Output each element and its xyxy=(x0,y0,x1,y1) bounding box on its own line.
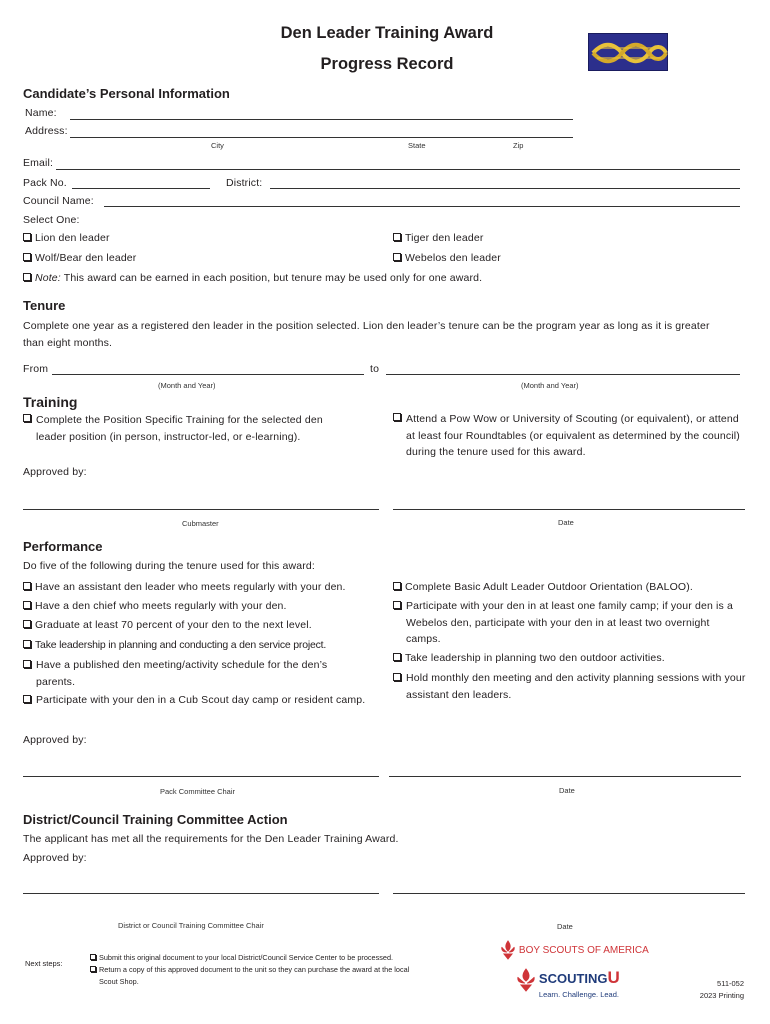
note-line xyxy=(23,272,482,284)
checkbox-icon xyxy=(23,253,31,261)
tenure-heading: Tenure xyxy=(23,298,66,313)
performance-intro: Do five of the following during the tenure used for this award: xyxy=(23,560,315,572)
checkbox-icon xyxy=(23,233,31,241)
fleur-de-lis-icon xyxy=(500,940,516,960)
next-step-2-text: Return a copy of this approved document to the unit so they can purchase the award at the local Scout Shop. xyxy=(99,965,410,986)
personal-info-heading: Candidate’s Personal Information xyxy=(23,86,230,101)
knot-badge-image xyxy=(588,33,668,71)
checkbox-icon xyxy=(23,582,31,590)
bsa-logo xyxy=(500,940,649,960)
performance-approved-label: Approved by: xyxy=(23,734,87,746)
checkbox-icon xyxy=(393,253,401,261)
checkbox-icon xyxy=(393,653,401,661)
note-text: This award can be earned in each position, but tenure may be used only for one award. xyxy=(63,272,483,284)
perf-left-item-5-label: Have a published den meeting/activity schedule for the den’s parents. xyxy=(36,659,328,688)
perf-left-item-1-label: Have an assistant den leader who meets regularly with your den. xyxy=(35,581,346,593)
checkbox-icon xyxy=(393,413,401,421)
checkbox-icon xyxy=(393,582,401,590)
checkbox-icon xyxy=(23,620,31,628)
perf-left-item-6[interactable] xyxy=(23,694,35,706)
checkbox-icon xyxy=(23,273,31,281)
scoutingu-tagline: Learn. Challenge. Lead. xyxy=(538,990,619,999)
pack-committee-label: Pack Committee Chair xyxy=(160,787,236,796)
training-item-left[interactable] xyxy=(23,413,35,425)
scoutingu-logo xyxy=(516,968,620,1000)
email-label: Email: xyxy=(23,157,54,169)
perf-left-item-3-label: Graduate at least 70 percent of your den to the next level. xyxy=(35,619,312,631)
performance-date-field[interactable] xyxy=(389,776,741,777)
council-label: Council Name: xyxy=(23,195,94,207)
perf-left-item-2[interactable] xyxy=(23,600,287,612)
council-field[interactable] xyxy=(104,206,740,207)
committee-text: The applicant has met all the requirements for the Den Leader Training Award. xyxy=(23,833,399,845)
bsa-logo-text: BOY SCOUTS OF AMERICA xyxy=(518,944,649,956)
checkbox-icon xyxy=(23,660,31,668)
printing-year: 2023 Printing xyxy=(699,991,744,1000)
checkbox-icon xyxy=(23,414,31,422)
training-item-left-label: Complete the Position Specific Training for the selected den leader position (in person, instructor-led, or e-learning). xyxy=(36,414,323,443)
fleur-de-lis-icon xyxy=(516,968,536,992)
scoutingu-text: SCOUTING xyxy=(538,971,608,986)
perf-left-item-1[interactable] xyxy=(23,581,346,593)
perf-right-item-1[interactable] xyxy=(393,581,693,593)
perf-right-item-4[interactable] xyxy=(393,672,405,684)
perf-left-item-3[interactable] xyxy=(23,619,312,631)
perf-left-item-4[interactable] xyxy=(23,639,326,651)
training-date-field[interactable] xyxy=(393,509,745,510)
from-field[interactable] xyxy=(52,374,364,375)
perf-left-item-5[interactable] xyxy=(23,659,35,671)
perf-left-item-4-label: Take leadership in planning and conducting a den service project. xyxy=(35,639,327,651)
from-month-year: (Month and Year) xyxy=(158,381,216,390)
name-field[interactable] xyxy=(70,119,573,120)
perf-right-item-1-label: Complete Basic Adult Leader Outdoor Orientation (BALOO). xyxy=(405,581,693,593)
perf-right-item-4-label: Hold monthly den meeting and den activity planning sessions with your assistant den leaders. xyxy=(406,672,746,701)
district-label: District: xyxy=(226,177,263,189)
performance-date-label: Date xyxy=(559,786,575,795)
address-field[interactable] xyxy=(70,137,573,138)
committee-heading: District/Council Training Committee Action xyxy=(23,812,288,827)
checkbox-icon xyxy=(393,673,401,681)
option-lion[interactable] xyxy=(23,232,110,244)
perf-right-item-2[interactable] xyxy=(393,600,405,612)
form-title: Den Leader Training Award xyxy=(280,24,494,42)
option-wolf-bear-label: Wolf/Bear den leader xyxy=(35,252,137,264)
training-item-right-label: Attend a Pow Wow or University of Scouting (or equivalent), or attend at least four Roundtables (or equivalent as determined by the council) during the tenure used for this award. xyxy=(406,413,740,458)
to-month-year: (Month and Year) xyxy=(521,381,579,390)
district-field[interactable] xyxy=(270,188,740,189)
committee-date-field[interactable] xyxy=(393,893,745,894)
committee-date-label: Date xyxy=(557,922,573,931)
perf-right-item-3-label: Take leadership in planning two den outdoor activities. xyxy=(405,652,665,664)
next-step-2 xyxy=(90,965,99,974)
option-tiger-label: Tiger den leader xyxy=(405,232,484,244)
form-subtitle: Progress Record xyxy=(320,55,454,73)
pack-label: Pack No. xyxy=(23,177,67,189)
committee-chair-signature-field[interactable] xyxy=(23,893,379,894)
next-steps-label: Next steps: xyxy=(25,959,63,968)
select-one-label: Select One: xyxy=(23,214,80,226)
note-label: Note: xyxy=(35,272,61,284)
tenure-text: Complete one year as a registered den leader in the position selected. Lion den leader’s tenure can be the program year as long as it is greater than eight months. xyxy=(23,320,710,349)
cubmaster-signature-field[interactable] xyxy=(23,509,379,510)
email-field[interactable] xyxy=(56,169,740,170)
training-item-right[interactable] xyxy=(393,412,405,424)
checkbox-icon xyxy=(90,966,96,972)
scoutingu-u: U xyxy=(607,968,620,987)
training-approved-label: Approved by: xyxy=(23,466,87,478)
cubmaster-label: Cubmaster xyxy=(182,519,219,528)
perf-right-item-3[interactable] xyxy=(393,652,665,664)
name-label: Name: xyxy=(25,107,57,119)
option-webelos[interactable] xyxy=(393,252,501,264)
training-date-label: Date xyxy=(558,518,574,527)
next-step-1 xyxy=(90,953,393,962)
to-label: to xyxy=(370,363,380,375)
performance-heading: Performance xyxy=(23,539,103,554)
form-number: 511-052 xyxy=(717,979,744,988)
pack-committee-signature-field[interactable] xyxy=(23,776,379,777)
committee-chair-label: District or Council Training Committee Chair xyxy=(118,921,264,930)
checkbox-icon xyxy=(23,695,31,703)
address-label: Address: xyxy=(25,125,68,137)
pack-field[interactable] xyxy=(72,188,210,189)
option-wolf-bear[interactable] xyxy=(23,252,136,264)
checkbox-icon xyxy=(90,954,96,960)
checkbox-icon xyxy=(23,601,31,609)
state-label: State xyxy=(408,141,426,150)
option-lion-label: Lion den leader xyxy=(35,232,110,244)
checkbox-icon xyxy=(393,233,401,241)
zip-label: Zip xyxy=(513,141,524,150)
training-heading: Training xyxy=(23,394,78,410)
next-step-1-text: Submit this original document to your local District/Council Service Center to be processed. xyxy=(99,953,394,962)
perf-right-item-2-label: Participate with your den in at least one family camp; if your den is a Webelos den, participate with your den in at least two overnight camps. xyxy=(406,600,733,645)
perf-left-item-6-label: Participate with your den in a Cub Scout day camp or resident camp. xyxy=(36,694,366,706)
perf-left-item-2-label: Have a den chief who meets regularly with your den. xyxy=(35,600,287,612)
from-label: From xyxy=(23,363,49,375)
committee-approved-label: Approved by: xyxy=(23,852,87,864)
to-field[interactable] xyxy=(386,374,740,375)
checkbox-icon xyxy=(23,640,31,648)
city-label: City xyxy=(211,141,224,150)
option-webelos-label: Webelos den leader xyxy=(405,252,501,264)
checkbox-icon xyxy=(393,601,401,609)
option-tiger[interactable] xyxy=(393,232,483,244)
